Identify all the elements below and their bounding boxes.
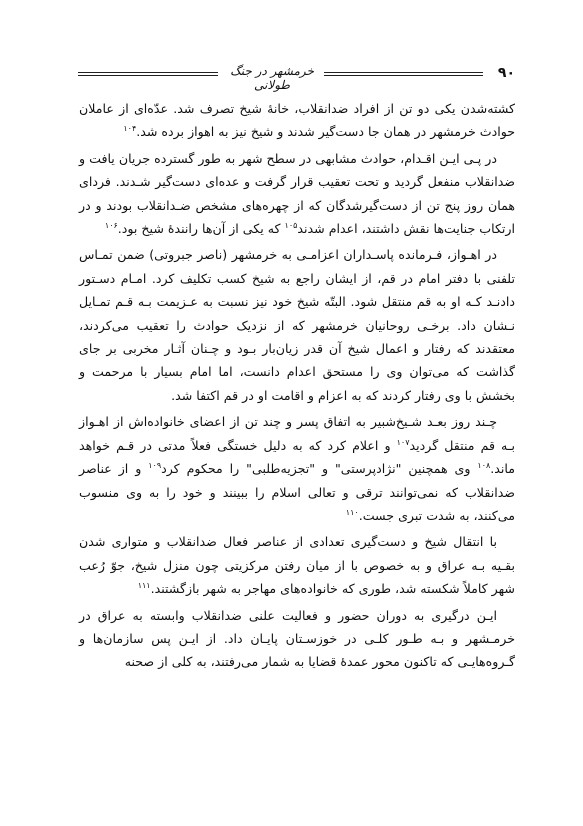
footnote-ref: ۱۰۹ (148, 460, 162, 470)
paragraph (79, 243, 515, 407)
paragraph-text: در پـی ایـن اقـدام، حوادث مشابهی در سطح شهر به طور گسترده جریان یافت و ضدانقلاب منفعل گردید و تحت تعقیب قرار گرفت و عده‌ای دست‌گیر شـدند. فردای همان روز پنج تن از دست‌گیرشدگان که از چهره‌های مشخص ضـدانقلاب بودند و در ارتکاب جنایت‌ها نقش داشتند، اعدام شدند (79, 150, 515, 237)
paragraph-text: کشته‌شدن یکی دو تن از افراد ضدانقلاب، خانهٔ شیخ تصرف شد. عدّه‌ای از عاملان حوادث خرمشهر در همان جا دست‌گیر شدند و شیخ نیز به اهواز برده شد. (79, 101, 515, 140)
page-number: ۹۰ (497, 65, 515, 81)
paragraph (79, 604, 515, 674)
footnote-ref: ۱۰۶ (104, 220, 118, 230)
footnote-ref: ۱۰۸ (477, 460, 491, 470)
paragraph-text: چـند روز بعـد شـیخ‌شبیر به اتفاق پسر و چند تن از اعضای خانواده‌اش از اهـواز بـه قم منتقل گردید (79, 414, 515, 453)
running-title: خرمشهر در جنگ طولانی (230, 64, 314, 92)
paragraph (79, 97, 515, 144)
footnote-ref: ۱۰۷ (396, 437, 410, 447)
page-header (78, 64, 515, 92)
paragraph (79, 410, 515, 527)
paragraph-text: در اهـواز، فـرمانده پاسـداران اعزامـی به خرمشهر (ناصر جبروتی) ضمن تمـاس تلفنی با دفتر امام در قم، از ایشان راجع به شیخ کسب تکلیف کرد. امـام دسـتور دادنـد کـه او به قم منتقل شود. البتّه شیخ خود نیز نسبت به عـزیمت بـه قـم تمـایل نـشان داد. برخـی روحانیان خرمشهر که از نزدیک حوادث را تعقیب می‌کردند، معتقدند که رفتار و اعمال شیخ آن قدر زیان‌بار بـود و چـنان آثـار مخربی بر جای گذاشت که می‌توان وی را مستحق اعدام دانست، اما امام بسیار با مرحمت و بخشش با وی رفتار کردند که به اعزام و اقامت او در قم اکتفا شد. (79, 247, 515, 403)
footnote-ref: ۱۰۵ (284, 220, 298, 230)
paragraph (79, 147, 515, 241)
footnote-ref: ۱۱۱ (137, 580, 151, 590)
paragraph-text: که یکی از آن‌ها رانندهٔ شیخ بود. (117, 221, 285, 237)
header-rule-right (324, 72, 483, 76)
paragraph-text: با انتقال شیخ و دست‌گیری تعدادی از عناصر فعال ضدانقلاب و متواری شدن بقـیه بـه عراق و به خصوص با از میان رفتن مرکزیتی چون منزل شیخ، جوّ رُعب شهر کاملاً شکسته شد، طوری که خانواده‌های مهاجر به شهر بازگشتند. (79, 534, 515, 597)
paragraph-text: ایـن درگیری به دوران حضور و فعالیت علنی ضدانقلاب وابسته به عراق در خرمـشهر و بـه طـور کلـی در خوزسـتان پایـان داد. از ایـن پس سازمان‌ها و گـروه‌هایـی که تاکنون محور عمدهٔ قضایا به شمار می‌رفتند، به کلی از صحنه (79, 607, 515, 670)
header-rule-left (78, 72, 218, 76)
footnote-ref: ۱۰۴ (123, 124, 137, 134)
body-text (79, 97, 515, 677)
paragraph-text: و اعلام کرد که به دلیل خستگی فعلاً مدتی در قـم خواهد ماند. (79, 437, 515, 477)
paragraph-text: وی همچنین "نژادپرستی" و "تجزیه‌طلبی" را محکوم کرد (161, 461, 478, 477)
paragraph-text: و از عناصر ضدانقلاب که نمی‌توانند ترقی و تعالی اسلام را ببینند و خود را به وی منسوب می‌کنند، به شدت تبری جست. (79, 461, 515, 523)
paragraph (79, 530, 515, 600)
footnote-ref: ۱۱۰ (345, 507, 359, 517)
